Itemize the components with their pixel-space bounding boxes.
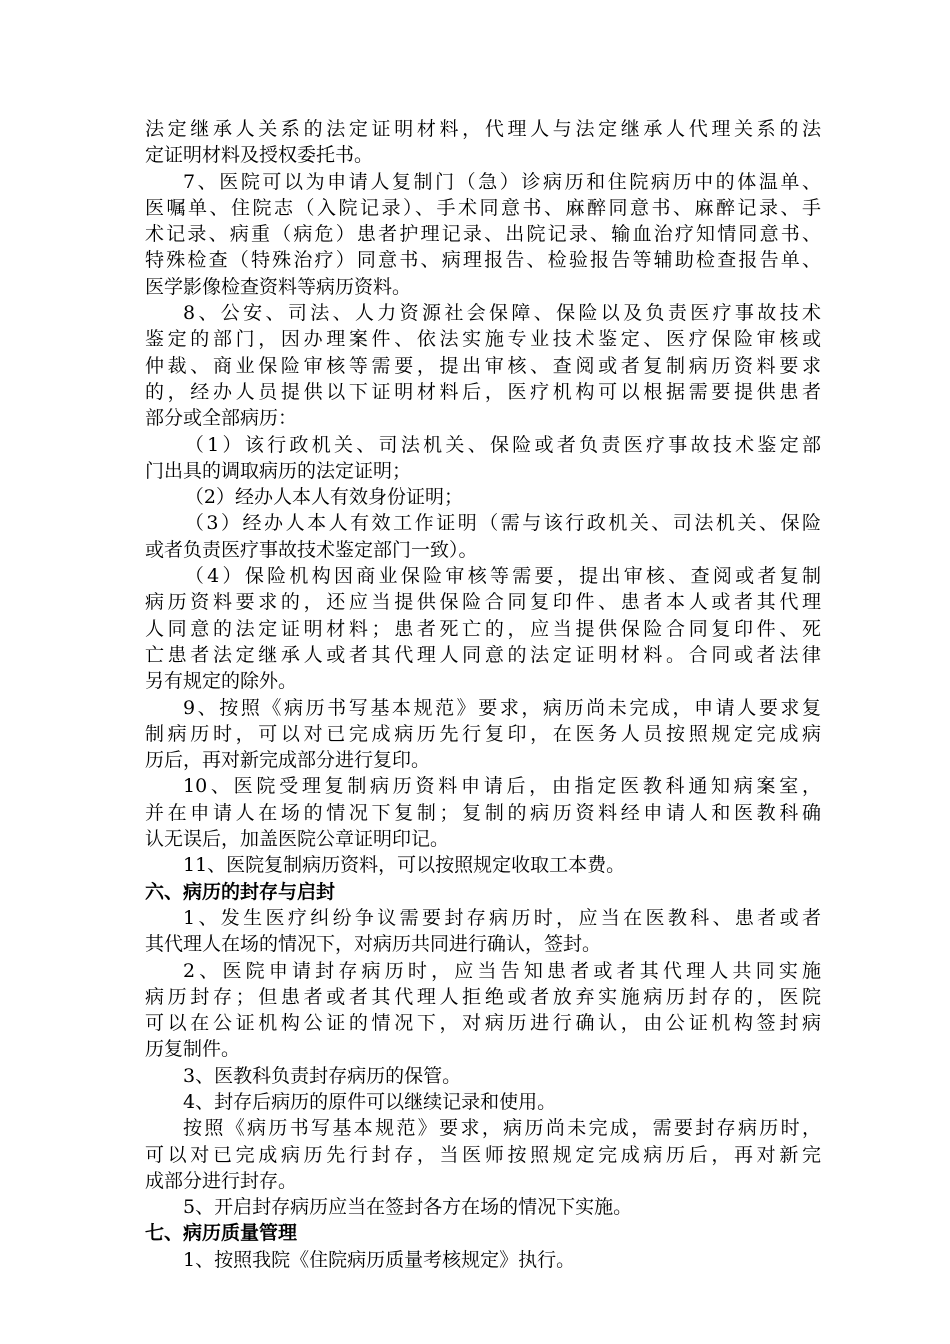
text-line: 4、封存后病历的原件可以继续记录和使用。	[183, 1090, 557, 1113]
text-line: 术记录、病重（病危）患者护理记录、出院记录、输血治疗知情同意书、	[145, 223, 821, 246]
text-line: 认无误后，加盖医院公章证明印记。	[145, 828, 450, 851]
text-line: 历后，再对新完成部分进行复印。	[145, 749, 431, 772]
text-line: 2、医院申请封存病历时，应当告知患者或者其代理人共同实施	[183, 959, 821, 982]
text-line: 1、按照我院《住院病历质量考核规定》执行。	[183, 1248, 576, 1271]
text-line: 鉴定的部门，因办理案件、依法实施专业技术鉴定、医疗保险审核或	[145, 328, 821, 351]
text-line: （1）该行政机关、司法机关、保险或者负责医疗事故技术鉴定部	[184, 433, 821, 456]
text-line: 5、开启封存病历应当在签封各方在场的情况下实施。	[183, 1196, 633, 1219]
document-page	[145, 116, 821, 1273]
text-line: 医学影像检查资料等病历资料。	[145, 275, 412, 298]
text-line: 历复制件。	[145, 1038, 241, 1061]
text-line: 3、医教科负责封存病历的保管。	[183, 1064, 462, 1087]
text-line: 11、医院复制病历资料，可以按照规定收取工本费。	[183, 854, 626, 877]
text-line: 或者负责医疗事故技术鉴定部门一致）。	[145, 538, 478, 561]
text-line: 制病历时，可以对已完成病历先行复印，在医务人员按照规定完成病	[145, 722, 821, 745]
text-line: 门出具的调取病历的法定证明；	[145, 459, 412, 482]
text-line: 亡患者法定继承人或者其代理人同意的法定证明材料。合同或者法律	[145, 643, 821, 666]
text-line: 8、公安、司法、人力资源社会保障、保险以及负责医疗事故技术	[183, 302, 821, 325]
text-line: 病历资料要求的，还应当提供保险合同复印件、患者本人或者其代理	[145, 591, 821, 614]
text-line: 可以对已完成病历先行封存，当医师按照规定完成病历后，再对新完	[145, 1143, 821, 1166]
text-line: 定证明材料及授权委托书。	[145, 144, 374, 167]
text-line: 的，经办人员提供以下证明材料后，医疗机构可以根据需要提供患者	[145, 380, 821, 403]
text-line: 7、医院可以为申请人复制门（急）诊病历和住院病历中的体温单、	[183, 170, 821, 193]
section-heading: 六、病历的封存与启封	[145, 880, 336, 903]
text-line: 特殊检查（特殊治疗）同意书、病理报告、检验报告等辅助检查报告单、	[145, 249, 821, 272]
text-line: 按照《病历书写基本规范》要求，病历尚未完成，需要封存病历时，	[183, 1117, 821, 1140]
text-line: 成部分进行封存。	[145, 1169, 298, 1192]
text-line: 另有规定的除外。	[145, 670, 298, 693]
text-line: 医嘱单、住院志（入院记录）、手术同意书、麻醉同意书、麻醉记录、手	[145, 196, 821, 219]
text-line: 其代理人在场的情况下，对病历共同进行确认，签封。	[145, 933, 602, 956]
text-line: 9、按照《病历书写基本规范》要求，病历尚未完成，申请人要求复	[183, 696, 821, 719]
text-line: 法定继承人关系的法定证明材料，代理人与法定继承人代理关系的法	[145, 118, 821, 140]
text-line: 10、医院受理复制病历资料申请后，由指定医教科通知病案室，	[183, 775, 821, 798]
text-line: 人同意的法定证明材料；患者死亡的，应当提供保险合同复印件、死	[145, 617, 821, 640]
text-line: 并在申请人在场的情况下复制；复制的病历资料经申请人和医教科确	[145, 801, 821, 824]
text-line: （3）经办人本人有效工作证明（需与该行政机关、司法机关、保险	[184, 512, 821, 535]
text-line: （4）保险机构因商业保险审核等需要，提出审核、查阅或者复制	[184, 565, 821, 588]
section-heading: 七、病历质量管理	[145, 1222, 298, 1245]
text-line: 仲裁、商业保险审核等需要，提出审核、查阅或者复制病历资料要求	[145, 354, 821, 377]
text-line: 1、发生医疗纠纷争议需要封存病历时，应当在医教科、患者或者	[183, 906, 821, 929]
text-line: 病历封存；但患者或者其代理人拒绝或者放弃实施病历封存的，医院	[145, 985, 821, 1008]
text-line: 部分或全部病历：	[145, 407, 298, 430]
text-line: （2）经办人本人有效身份证明；	[184, 486, 463, 509]
text-line: 可以在公证机构公证的情况下，对病历进行确认，由公证机构签封病	[145, 1012, 821, 1035]
